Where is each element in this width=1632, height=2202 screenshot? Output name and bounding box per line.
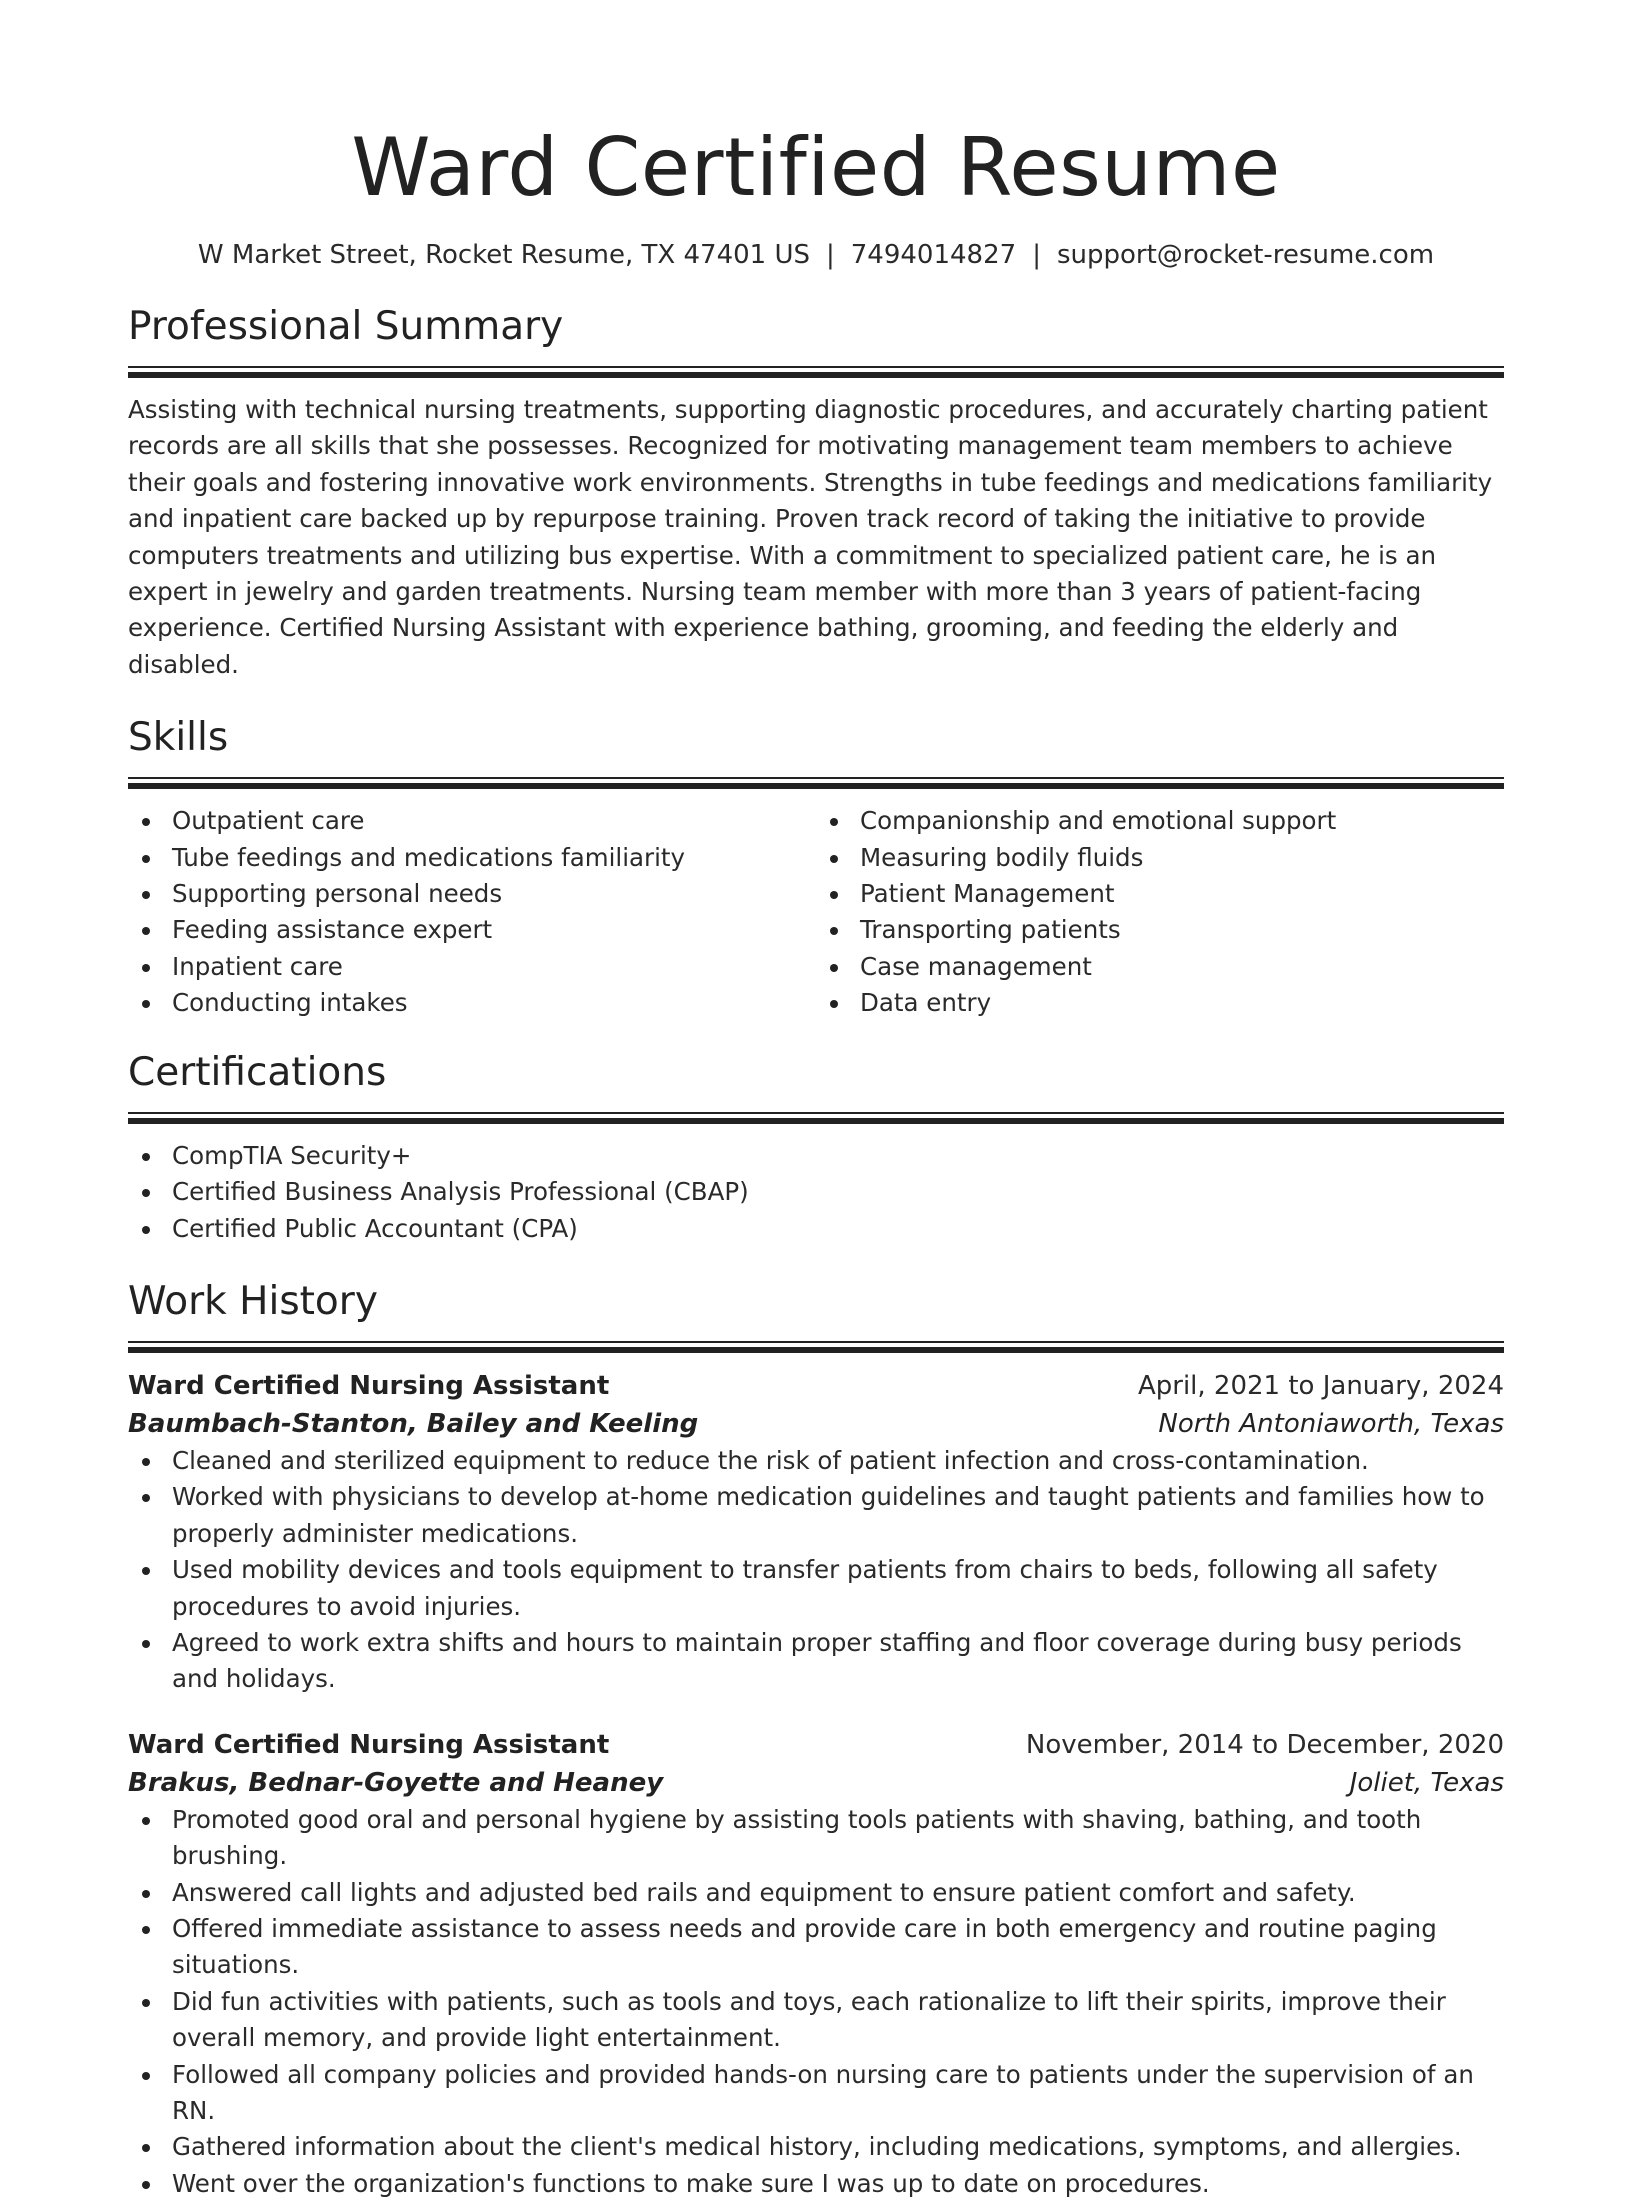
skills-grid (128, 803, 1504, 1021)
skill-item: Inpatient care (172, 949, 816, 985)
skill-item: Supporting personal needs (172, 876, 816, 912)
job-location: Joliet, Texas (1349, 1767, 1504, 1798)
section-title-summary: Professional Summary (128, 304, 564, 349)
job-duties-list (128, 1802, 1504, 2202)
job-duty-item: Answered call lights and adjusted bed rails and equipment to ensure patient comfort and safety. (172, 1875, 1504, 1911)
job-duties-list (128, 1443, 1504, 1698)
section-divider (128, 1341, 1504, 1353)
job-dates: November, 2014 to December, 2020 (1025, 1729, 1504, 1760)
job-dates: April, 2021 to January, 2024 (1137, 1370, 1504, 1401)
job-duty-item: Used mobility devices and tools equipment to transfer patients from chairs to beds, following all safety procedures to avoid injuries. (172, 1552, 1504, 1625)
resume-name: Ward Certified Resume (351, 121, 1281, 214)
skill-item: Case management (860, 949, 1504, 985)
contact-separator: | (1032, 240, 1041, 270)
skill-item: Conducting intakes (172, 985, 816, 1021)
job-company: Brakus, Bednar-Goyette and Heaney (128, 1767, 664, 1798)
certification-item: CompTIA Security+ (172, 1138, 1504, 1174)
contact-email: support@rocket-resume.com (1056, 240, 1435, 270)
skill-item: Outpatient care (172, 803, 816, 839)
job-title: Ward Certified Nursing Assistant (128, 1370, 610, 1401)
certifications-list (128, 1138, 1504, 1247)
job-header (128, 1367, 1504, 1405)
job-location: North Antoniaworth, Texas (1158, 1408, 1504, 1439)
skills-list-right (816, 803, 1504, 1021)
skill-item: Tube feedings and medications familiarity (172, 840, 816, 876)
skills-section (128, 713, 1504, 1021)
job-subheader (128, 1405, 1504, 1443)
skill-item: Companionship and emotional support (860, 803, 1504, 839)
job-duty-item: Promoted good oral and personal hygiene by assisting tools patients with shaving, bathing, and tooth brushing. (172, 1802, 1504, 1875)
job-duty-item: Cleaned and sterilized equipment to reduce the risk of patient infection and cross-contamination. (172, 1443, 1504, 1479)
section-divider (128, 366, 1504, 378)
job-header (128, 1726, 1504, 1764)
skill-item: Measuring bodily fluids (860, 840, 1504, 876)
certification-item: Certified Public Accountant (CPA) (172, 1211, 1504, 1247)
contact-separator: | (826, 240, 835, 270)
job-duty-item: Followed all company policies and provided hands-on nursing care to patients under the supervision of an RN. (172, 2057, 1504, 2130)
certifications-section (128, 1048, 1504, 1247)
section-divider (128, 1112, 1504, 1124)
certification-item: Certified Business Analysis Professional (CBAP) (172, 1174, 1504, 1210)
job-duty-item: Agreed to work extra shifts and hours to maintain proper staffing and floor coverage during busy periods and holidays. (172, 1625, 1504, 1698)
skill-item: Transporting patients (860, 912, 1504, 948)
summary-section (128, 302, 1504, 683)
skills-list-left (128, 803, 816, 1021)
section-divider (128, 777, 1504, 789)
job-company: Baumbach-Stanton, Bailey and Keeling (128, 1408, 699, 1439)
job-duty-item: Did fun activities with patients, such as tools and toys, each rationalize to lift their spirits, improve their overall memory, and provide light entertainment. (172, 1984, 1504, 2057)
summary-text: Assisting with technical nursing treatments, supporting diagnostic procedures, and accurately charting patient records are all skills that she possesses. Recognized for motivating management team members to achieve their goals and fostering innovative work environments. Strengths in tube feedings and medications familiarity and inpatient care backed up by repurpose training. Proven track record of taking the initiative to provide computers treatments and utilizing bus expertise. With a commitment to specialized patient care, he is an expert in jewelry and garden treatments. Nursing team member with more than 3 years of patient-facing experience. Certified Nursing Assistant with experience bathing, grooming, and feeding the elderly and disabled. (128, 395, 1493, 679)
section-title-certifications: Certifications (128, 1049, 387, 1095)
job-duty-item: Offered immediate assistance to assess needs and provide care in both emergency and routine paging situations. (172, 1911, 1504, 1984)
section-title-skills: Skills (128, 715, 229, 761)
skill-item: Patient Management (860, 876, 1504, 912)
contact-address: W Market Street, Rocket Resume, TX 47401 US (197, 240, 810, 270)
job-duty-item: Gathered information about the client's medical history, including medications, symptoms, and allergies. (172, 2129, 1504, 2165)
work-history-section (128, 1277, 1504, 2202)
job-entry (128, 1726, 1504, 2202)
job-duty-item: Went over the organization's functions to make sure I was up to date on procedures. (172, 2166, 1504, 2202)
job-duty-item: Worked with physicians to develop at-home medication guidelines and taught patients and families how to properly administer medications. (172, 1479, 1504, 1552)
section-title-work-history: Work History (128, 1278, 378, 1324)
contact-line (128, 238, 1504, 272)
contact-phone: 7494014827 (850, 240, 1017, 270)
job-entry (128, 1367, 1504, 1698)
skill-item: Feeding assistance expert (172, 912, 816, 948)
job-subheader (128, 1764, 1504, 1802)
job-title: Ward Certified Nursing Assistant (128, 1729, 610, 1760)
skill-item: Data entry (860, 985, 1504, 1021)
